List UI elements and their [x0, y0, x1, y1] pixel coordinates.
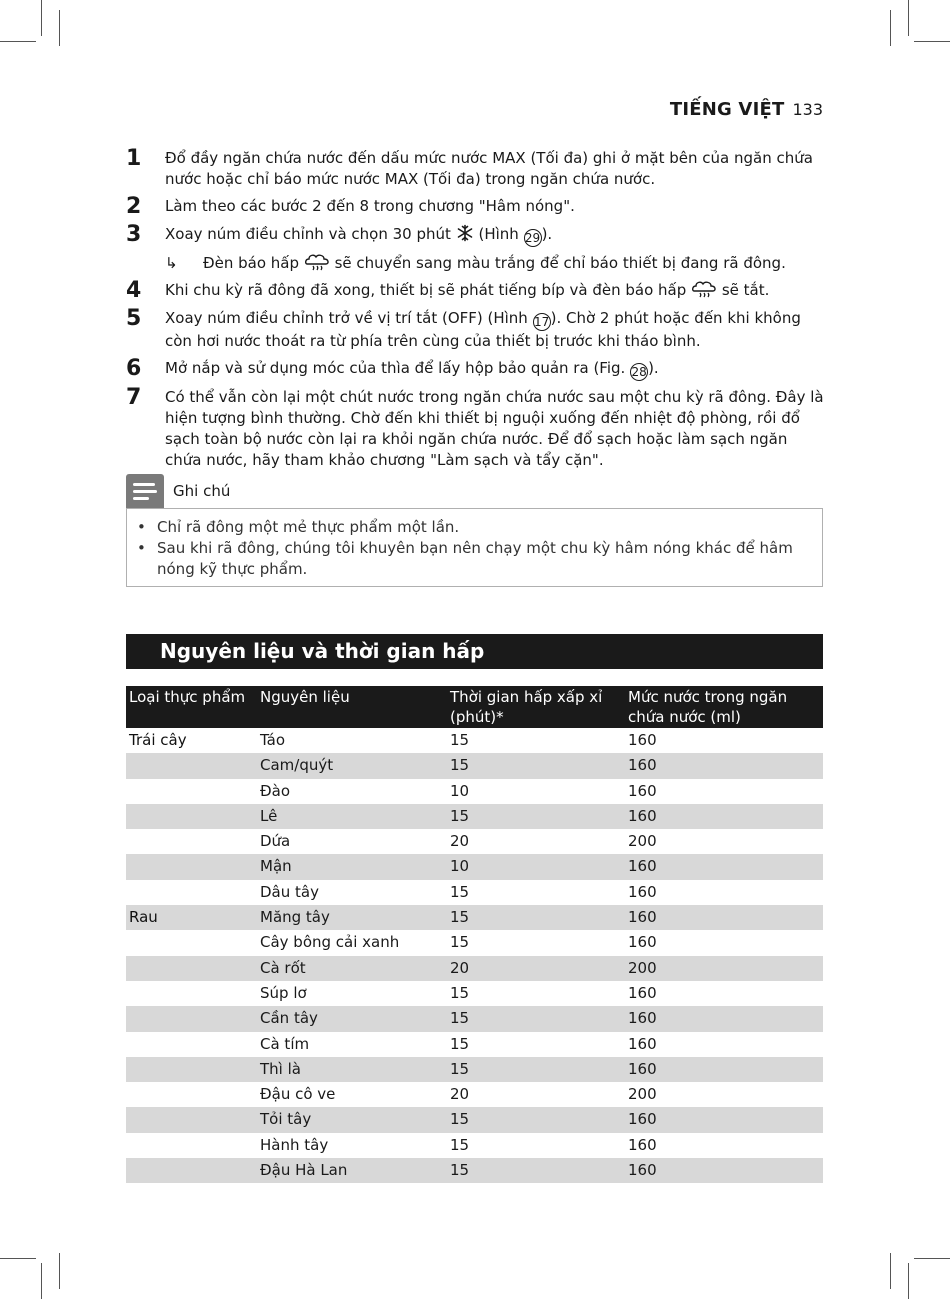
table-cell: Súp lơ [260, 983, 307, 1002]
table-cell: Thì là [260, 1059, 301, 1078]
table-cell: Trái cây [129, 731, 187, 749]
table-cell: 160 [628, 983, 657, 1002]
table-cell: 15 [450, 1110, 470, 1129]
table-row [126, 1057, 823, 1082]
table-cell: Đậu Hà Lan [260, 1161, 348, 1180]
table-cell: 15 [450, 908, 470, 927]
table-cell: Đào [260, 781, 290, 800]
table-cell: 15 [450, 731, 470, 749]
table-cell: 160 [628, 1135, 657, 1154]
table-cell: 160 [628, 908, 657, 927]
note-icon [126, 474, 164, 508]
steaming-table [126, 686, 823, 1183]
table-cell: 200 [628, 832, 657, 851]
figure-reference: 28 [631, 365, 647, 379]
result-text-part: Đèn báo hấp [203, 254, 300, 272]
section-title: Nguyên liệu và thời gian hấp [126, 634, 823, 669]
step-text: Làm theo các bước 2 đến 8 trong chương "Hâm nóng". [165, 197, 575, 215]
step-number: 1 [126, 146, 142, 171]
table-cell: 15 [450, 983, 470, 1002]
step-text: Đổ đầy ngăn chứa nước đến dấu mức nước MAX (Tối đa) ghi ở mặt bên của ngăn chứa nước hoặc chỉ báo mức nước MAX (Tối đa) trong ngăn chứa nước. [165, 149, 813, 188]
table-row [126, 1158, 823, 1183]
crop-mark [59, 1253, 60, 1289]
steam-light-icon [304, 253, 330, 271]
step-text-part: ). Chờ 2 phút hoặc đến khi không còn hơi nước thoát ra từ phía trên cùng của thiết bị trước khi tháo bình. [165, 309, 801, 350]
crop-mark [0, 1258, 36, 1259]
table-cell: 15 [450, 933, 470, 952]
table-row [126, 854, 823, 879]
table-cell [126, 854, 260, 879]
crop-mark [914, 1258, 950, 1259]
step-number: 3 [126, 222, 142, 247]
note-box [126, 508, 823, 587]
crop-mark [890, 1253, 891, 1289]
table-cell [126, 1082, 260, 1107]
crop-mark [0, 41, 36, 42]
table-cell: 10 [450, 857, 470, 876]
table-cell: 160 [628, 1110, 657, 1129]
table-cell: 20 [450, 832, 470, 851]
table-cell: 15 [450, 1161, 470, 1180]
result-text [203, 253, 786, 274]
header-cell: Mức nước trong ngăn chứa nước (ml) [628, 688, 788, 726]
step-number: 4 [126, 278, 142, 303]
note-item: • Chỉ rã đông một mẻ thực phẩm một lần. [135, 517, 812, 538]
table-row [126, 779, 823, 804]
table-cell: Cần tây [260, 1009, 318, 1028]
crop-mark [41, 1263, 42, 1299]
step-text [165, 308, 826, 352]
table-cell: 160 [628, 806, 657, 825]
table-cell: Cây bông cải xanh [260, 933, 400, 952]
table-cell: 15 [450, 756, 470, 775]
table-cell: 160 [628, 882, 657, 901]
table-cell [126, 779, 260, 804]
table-cell: 160 [628, 756, 657, 775]
table-cell: 15 [450, 1034, 470, 1053]
steps-list [126, 148, 826, 477]
table-cell: Hành tây [260, 1135, 329, 1154]
table-cell: Táo [260, 731, 286, 749]
table-cell: 15 [450, 806, 470, 825]
table-cell [126, 1057, 260, 1082]
step-item [126, 358, 826, 381]
table-body [126, 728, 823, 1183]
table-row [126, 1107, 823, 1132]
table-row [126, 1082, 823, 1107]
table-cell: 160 [628, 1059, 657, 1078]
table-cell [126, 829, 260, 854]
table-cell [126, 981, 260, 1006]
step-text [165, 224, 826, 247]
step-item [126, 196, 826, 218]
table-row [126, 804, 823, 829]
step-text: Có thể vẫn còn lại một chút nước trong ngăn chứa nước sau một chu kỳ rã đông. Đây là hiện tượng bình thường. Chờ đến khi thiết bị nguội xuống đến nhiệt độ phòng, rồi đổ sạch toàn bộ nước còn lại ra khỏi ngăn chứa nước. Để đổ sạch hoặc làm sạch ngăn chứa nước, hãy tham khảo chương "Làm sạch và tẩy cặn". [165, 388, 824, 469]
table-cell: 200 [628, 1085, 657, 1104]
table-row [126, 728, 823, 753]
step-text-part: ). [541, 225, 553, 243]
step-text-part: sẽ tắt. [721, 281, 770, 299]
table-cell: 200 [628, 958, 657, 977]
note-header [126, 474, 230, 508]
table-cell: Măng tây [260, 908, 330, 927]
step-text-part: ). [648, 359, 659, 377]
table-cell: 160 [628, 1009, 657, 1028]
step-text-part: Xoay núm điều chỉnh và chọn 30 phút [165, 225, 451, 243]
table-row [126, 829, 823, 854]
table-cell: 10 [450, 781, 470, 800]
step-item [126, 308, 826, 352]
note-title: Ghi chú [173, 482, 231, 500]
step-text [165, 280, 826, 302]
step-text-part: Khi chu kỳ rã đông đã xong, thiết bị sẽ phát tiếng bíp và đèn báo hấp [165, 281, 687, 299]
crop-mark [908, 0, 909, 36]
header-cell: Loại thực phẩm [129, 688, 246, 706]
table-cell: 15 [450, 1135, 470, 1154]
snowflake-icon [456, 224, 474, 242]
step-text [165, 358, 826, 381]
table-cell: Dâu tây [260, 882, 319, 901]
crop-mark [41, 0, 42, 36]
language-label: TIẾNG VIỆT [669, 99, 785, 120]
table-row [126, 1006, 823, 1031]
table-cell: 160 [628, 731, 657, 749]
step-item [126, 387, 826, 471]
table-cell: 160 [628, 1034, 657, 1053]
table-row [126, 1032, 823, 1057]
table-cell: 160 [628, 781, 657, 800]
step-text-part: Mở nắp và sử dụng móc của thìa để lấy hộp bảo quản ra (Fig. [165, 359, 626, 377]
table-cell [126, 1032, 260, 1057]
step-result [165, 253, 826, 274]
result-arrow-icon: ↳ [165, 254, 178, 272]
step-number: 2 [126, 194, 142, 219]
table-cell: Rau [129, 908, 158, 927]
table-cell [126, 1006, 260, 1031]
table-cell: Lê [260, 806, 278, 825]
note-item: • Sau khi rã đông, chúng tôi khuyên bạn nên chạy một chu kỳ hâm nóng khác để hâm nóng kỹ thực phẩm. [135, 538, 812, 580]
table-cell [126, 956, 260, 981]
table-cell [126, 1107, 260, 1132]
steam-light-icon [691, 280, 717, 298]
table-cell: 160 [628, 933, 657, 952]
result-text-part: sẽ chuyển sang màu trắng để chỉ báo thiết bị đang rã đông. [334, 254, 786, 272]
step-item [126, 224, 826, 247]
step-number: 7 [126, 385, 142, 410]
table-cell [126, 1158, 260, 1183]
table-row [126, 1133, 823, 1158]
table-cell: Mận [260, 857, 292, 876]
table-cell: 20 [450, 958, 470, 977]
table-cell: 160 [628, 857, 657, 876]
table-cell: 15 [450, 1009, 470, 1028]
crop-mark [59, 10, 60, 46]
table-row [126, 930, 823, 955]
step-text-part: Xoay núm điều chỉnh trở về vị trí tắt (OFF) (Hình [165, 309, 528, 327]
figure-reference: 17 [533, 315, 550, 329]
table-header [126, 686, 823, 728]
page-number: 133 [792, 100, 823, 119]
table-row [126, 880, 823, 905]
crop-mark [908, 1263, 909, 1299]
page-header [670, 99, 823, 120]
step-text-part: (Hình [478, 225, 519, 243]
header-cell: Thời gian hấp xấp xỉ (phút)* [450, 688, 603, 726]
table-cell: 15 [450, 882, 470, 901]
table-cell: 160 [628, 1161, 657, 1180]
table-row [126, 956, 823, 981]
table-cell: Cam/quýt [260, 756, 334, 775]
table-cell [126, 1133, 260, 1158]
table-cell: Đậu cô ve [260, 1085, 336, 1104]
table-cell [126, 880, 260, 905]
step-item [126, 280, 826, 302]
step-item [126, 148, 826, 190]
table-cell: Cà tím [260, 1034, 310, 1053]
crop-mark [890, 10, 891, 46]
crop-mark [914, 41, 950, 42]
table-cell: 20 [450, 1085, 470, 1104]
table-cell: 15 [450, 1059, 470, 1078]
table-row [126, 981, 823, 1006]
header-cell: Nguyên liệu [260, 688, 350, 706]
step-number: 5 [126, 306, 142, 331]
table-cell [126, 753, 260, 778]
table-cell: Tỏi tây [260, 1110, 312, 1129]
step-number: 6 [126, 356, 142, 381]
table-cell [126, 804, 260, 829]
table-cell [126, 930, 260, 955]
table-cell: Cà rốt [260, 958, 306, 977]
table-row [126, 905, 823, 930]
figure-reference: 29 [524, 231, 541, 245]
table-cell: Dứa [260, 832, 291, 851]
table-row [126, 753, 823, 778]
